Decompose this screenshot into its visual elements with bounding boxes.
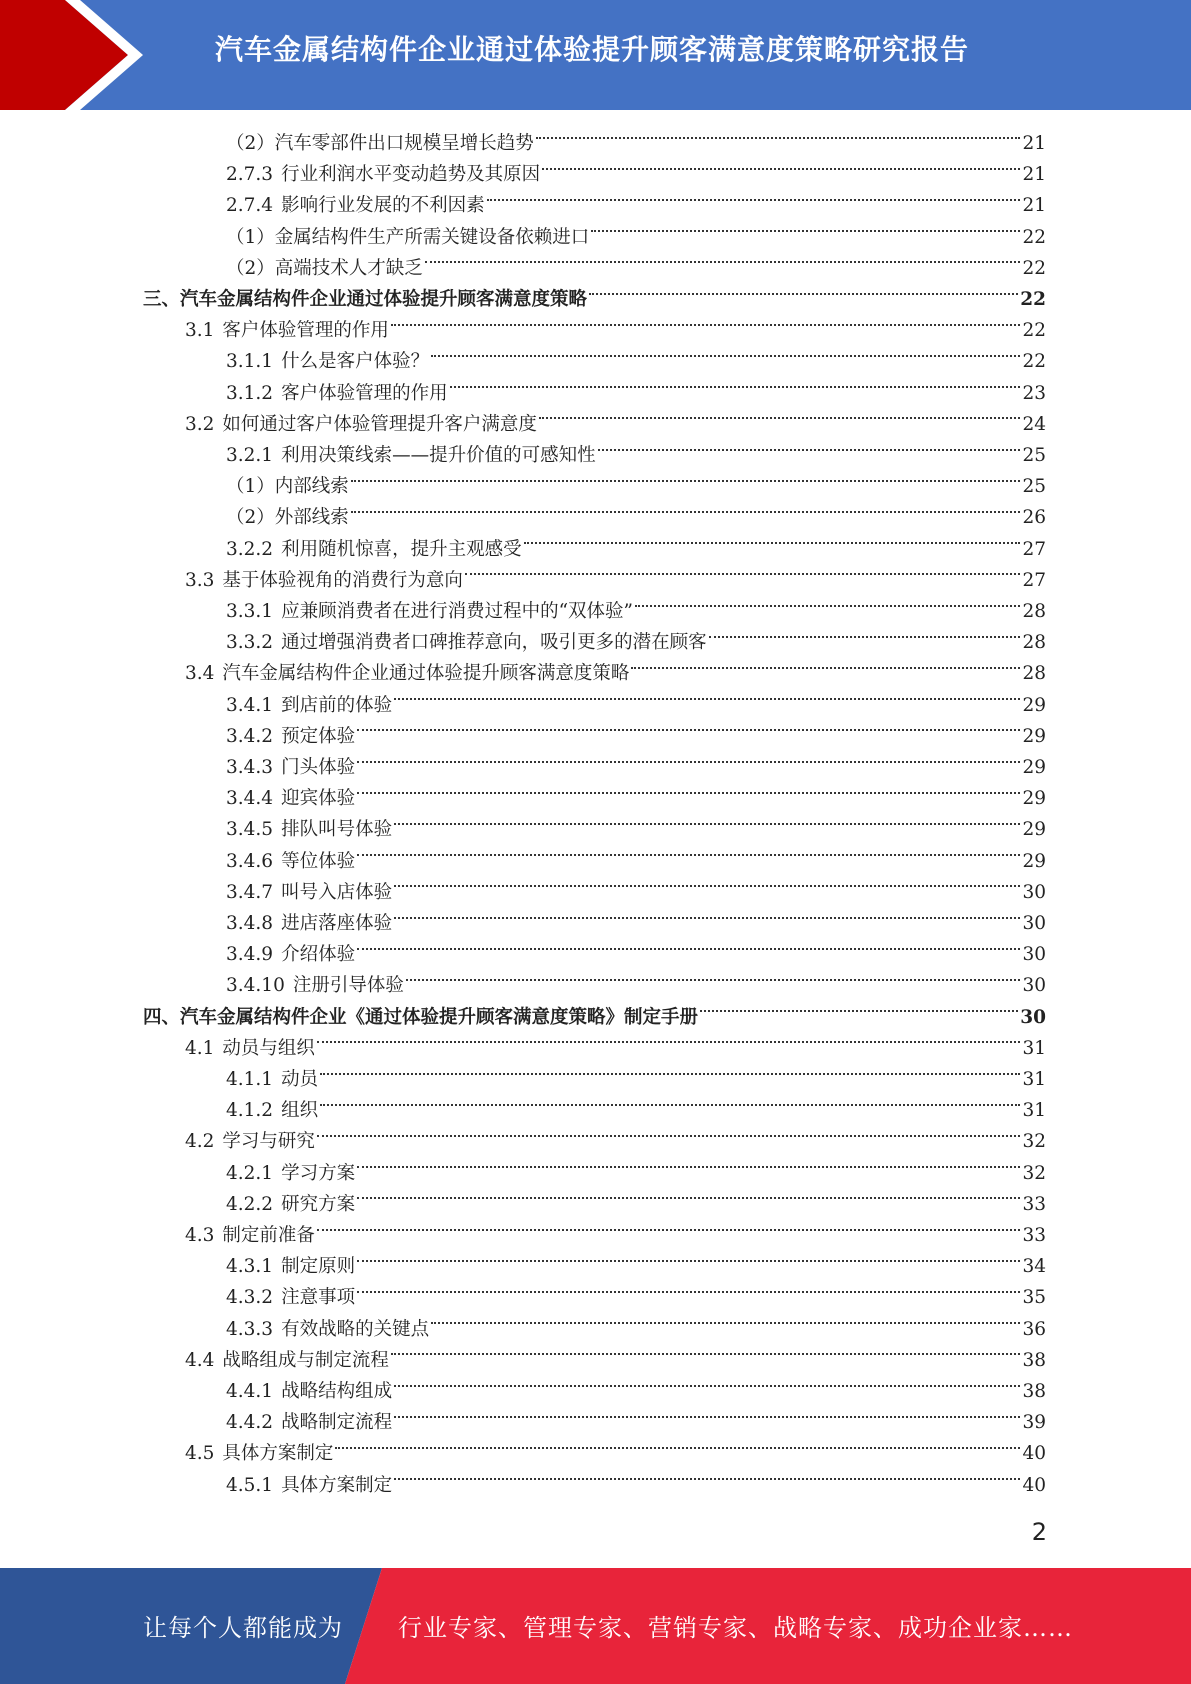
toc-dot-leader <box>317 1041 1021 1043</box>
toc-entry-title: 战略结构组成 <box>281 1381 393 1402</box>
toc-entry-title: 战略组成与制定流程 <box>222 1349 389 1371</box>
toc-entry-number: 4.4 <box>185 1349 215 1371</box>
toc-dot-leader <box>524 542 1021 544</box>
toc-entry[interactable] <box>226 1251 1046 1282</box>
toc-dot-leader <box>351 480 1021 482</box>
toc-entry-number: 3.4.9 <box>226 944 274 966</box>
toc-entry[interactable] <box>226 1282 1046 1313</box>
toc-dot-leader <box>536 137 1021 139</box>
toc-entry[interactable] <box>226 1158 1046 1189</box>
toc-entry-title: 制定原则 <box>281 1256 356 1278</box>
toc-entry-title: 注册引导体验 <box>292 975 404 997</box>
page-footer <box>0 1568 1191 1684</box>
toc-entry-page: 32 <box>1022 1131 1046 1153</box>
toc-entry-number: 3.4.2 <box>226 725 274 747</box>
toc-entry-title: 利用决策线索——提升价值的可感知性 <box>281 445 596 466</box>
toc-dot-leader <box>635 605 1020 607</box>
toc-entry-number: 3.4.10 <box>226 975 285 997</box>
toc-entry[interactable] <box>226 721 1046 752</box>
toc-entry-page: 27 <box>1022 569 1046 591</box>
toc-entry-number: 3.4.4 <box>226 788 274 810</box>
toc-entry-number: 3.3 <box>185 569 215 591</box>
toc-dot-leader <box>394 917 1020 919</box>
toc-dot-leader <box>357 761 1020 763</box>
toc-entry-page: 33 <box>1022 1225 1046 1246</box>
toc-dot-leader <box>425 261 1021 263</box>
toc-dot-leader <box>357 1260 1020 1262</box>
footer-slogan-left: 让每个人都能成为 <box>143 1614 343 1642</box>
toc-entry-number: 3.4.5 <box>226 819 274 841</box>
toc-dot-leader <box>589 293 1018 295</box>
toc-entry-number: 4.1 <box>185 1037 215 1059</box>
toc-entry[interactable] <box>226 690 1046 721</box>
toc-entry-page: 29 <box>1022 694 1046 716</box>
toc-entry[interactable] <box>226 783 1046 814</box>
toc-entry-title: 排队叫号体验 <box>281 819 393 841</box>
toc-entry-title: 客户体验管理的作用 <box>222 320 389 342</box>
toc-dot-leader <box>487 199 1021 201</box>
toc-entry-title: 具体方案制定 <box>281 1474 393 1496</box>
toc-entry-page: 32 <box>1022 1162 1046 1184</box>
toc-entry[interactable] <box>226 970 1046 1001</box>
toc-entry-page: 26 <box>1022 507 1046 529</box>
toc-entry-title: 行业利润水平变动趋势及其原因 <box>281 164 541 186</box>
toc-entry-page: 30 <box>1020 1006 1046 1028</box>
toc-dot-leader <box>394 698 1020 700</box>
toc-entry-number: 3.4.7 <box>226 881 274 903</box>
toc-entry-number: 4.1.1 <box>226 1069 274 1090</box>
toc-entry-page: 29 <box>1022 757 1046 778</box>
toc-entry-title: 三、汽车金属结构件企业通过体验提升顾客满意度策略 <box>143 289 588 310</box>
toc-dot-leader <box>539 417 1021 419</box>
toc-dot-leader <box>542 168 1020 170</box>
toc-entry-number: 2.7.4 <box>226 195 274 217</box>
toc-entry[interactable] <box>226 1376 1046 1407</box>
toc-entry-number: 4.5.1 <box>226 1474 274 1496</box>
toc-entry-title: 介绍体验 <box>281 944 356 966</box>
toc-entry[interactable] <box>226 190 1046 221</box>
toc-entry-title: 门头体验 <box>281 757 356 778</box>
toc-entry-title: 动员 <box>281 1069 319 1090</box>
toc-entry-number: 3.4 <box>185 663 215 685</box>
toc-entry-page: 39 <box>1022 1412 1046 1434</box>
toc-entry[interactable] <box>226 534 1046 565</box>
toc-entry-number: 4.2.1 <box>226 1162 274 1184</box>
toc-entry-title: 迎宾体验 <box>281 788 356 810</box>
toc-entry-number: 4.3 <box>185 1225 215 1246</box>
toc-entry-title: 注意事项 <box>281 1287 356 1309</box>
toc-dot-leader <box>591 230 1020 232</box>
toc-dot-leader <box>317 1135 1021 1137</box>
toc-entry[interactable] <box>185 565 1046 596</box>
toc-entry[interactable] <box>185 1438 1046 1469</box>
toc-entry[interactable] <box>185 315 1046 346</box>
page-header <box>0 0 1191 110</box>
toc-dot-leader <box>394 1416 1020 1418</box>
toc-entry-title: 学习与研究 <box>222 1131 315 1153</box>
toc-entry-page: 27 <box>1022 538 1046 560</box>
toc-entry-page: 30 <box>1022 913 1046 934</box>
toc-entry-number: 3.4.3 <box>226 757 274 778</box>
toc-dot-leader <box>335 1447 1020 1449</box>
toc-entry-page: 31 <box>1022 1037 1046 1059</box>
toc-entry-title: （1）金属结构件生产所需关键设备依赖进口 <box>226 226 590 248</box>
toc-dot-leader <box>391 324 1021 326</box>
toc-entry-page: 38 <box>1022 1349 1046 1371</box>
toc-entry-title: 组织 <box>281 1100 319 1122</box>
toc-entry[interactable] <box>185 1033 1046 1064</box>
toc-entry[interactable] <box>226 814 1046 845</box>
toc-entry-number: 3.1.2 <box>226 382 274 404</box>
toc-entry-page: 30 <box>1022 944 1046 966</box>
toc-entry-page: 22 <box>1022 320 1046 342</box>
toc-entry[interactable] <box>226 1189 1046 1220</box>
toc-dot-leader <box>465 573 1021 575</box>
toc-entry-title: 影响行业发展的不利因素 <box>281 195 485 217</box>
toc-dot-leader <box>431 1322 1020 1324</box>
toc-entry-number: 3.2 <box>185 413 215 435</box>
toc-entry-number: 4.2 <box>185 1131 215 1153</box>
toc-entry[interactable] <box>226 877 1046 908</box>
toc-entry-page: 25 <box>1022 476 1046 498</box>
toc-dot-leader <box>357 948 1020 950</box>
header-red-arrow <box>0 0 128 110</box>
toc-entry[interactable] <box>185 1126 1046 1157</box>
toc-entry-title: 动员与组织 <box>222 1037 315 1059</box>
toc-entry[interactable] <box>226 346 1046 377</box>
toc-entry-page: 28 <box>1022 632 1046 654</box>
header-title: 汽车金属结构件企业通过体验提升顾客满意度策略研究报告 <box>215 33 970 66</box>
toc-entry-title: 客户体验管理的作用 <box>281 382 448 404</box>
toc-entry-page: 35 <box>1022 1287 1046 1309</box>
toc-dot-leader <box>357 1291 1020 1293</box>
toc-dot-leader <box>320 1104 1020 1106</box>
toc-entry-page: 30 <box>1022 881 1046 903</box>
toc-entry-page: 40 <box>1022 1443 1046 1465</box>
toc-entry-title: 通过增强消费者口碑推荐意向，吸引更多的潜在顾客 <box>281 632 707 654</box>
toc-dot-leader <box>391 1353 1021 1355</box>
toc-entry[interactable] <box>226 159 1046 190</box>
toc-entry-page: 34 <box>1022 1256 1046 1278</box>
toc-dot-leader <box>709 636 1021 638</box>
toc-dot-leader <box>450 386 1021 388</box>
toc-entry-page: 40 <box>1022 1474 1046 1496</box>
toc-dot-leader <box>357 1197 1020 1199</box>
toc-entry-number: 3.1 <box>185 320 215 342</box>
toc-entry[interactable] <box>226 1470 1046 1501</box>
toc-entry[interactable] <box>226 939 1046 970</box>
toc-entry-number: 3.1.1 <box>226 351 274 373</box>
toc-entry-number: 3.3.2 <box>226 632 274 654</box>
toc-entry-title: 制定前准备 <box>222 1225 315 1246</box>
toc-entry[interactable] <box>185 409 1046 440</box>
toc-entry[interactable] <box>226 1064 1046 1095</box>
toc-entry[interactable] <box>226 440 1046 471</box>
toc-entry-title: （2）外部线索 <box>226 507 349 529</box>
toc-entry-page: 31 <box>1022 1069 1046 1090</box>
toc-entry-number: 4.3.3 <box>226 1318 274 1340</box>
toc-entry-page: 22 <box>1020 289 1046 310</box>
toc-dot-leader <box>357 729 1020 731</box>
toc-entry-number: 3.2.2 <box>226 538 274 560</box>
toc-entry[interactable] <box>185 658 1046 689</box>
toc-entry-title: 学习方案 <box>281 1162 356 1184</box>
toc-entry-number: 2.7.3 <box>226 164 274 186</box>
toc-entry-page: 25 <box>1022 445 1046 466</box>
toc-entry[interactable] <box>226 1095 1046 1126</box>
toc-dot-leader <box>357 854 1020 856</box>
toc-dot-leader <box>406 979 1021 981</box>
toc-entry[interactable] <box>226 908 1046 939</box>
toc-entry-title: 等位体验 <box>281 850 356 872</box>
toc-dot-leader <box>431 355 1020 357</box>
toc-entry-title: 具体方案制定 <box>222 1443 334 1465</box>
toc-dot-leader <box>394 823 1020 825</box>
toc-entry-page: 36 <box>1022 1318 1046 1340</box>
toc-entry-number: 4.3.2 <box>226 1287 274 1309</box>
toc-dot-leader <box>320 1073 1020 1075</box>
toc-dot-leader <box>357 1166 1020 1168</box>
toc-dot-leader <box>394 1385 1020 1387</box>
toc-entry-title: 汽车金属结构件企业通过体验提升顾客满意度策略 <box>222 663 630 685</box>
toc-entry[interactable] <box>185 1345 1046 1376</box>
toc-entry-number: 4.2.2 <box>226 1193 274 1215</box>
toc-entry-title: （2）汽车零部件出口规模呈增长趋势 <box>226 133 534 154</box>
toc-entry-page: 29 <box>1022 725 1046 747</box>
toc-entry[interactable] <box>226 471 1046 502</box>
toc-entry-title: （2）高端技术人才缺乏 <box>226 257 423 279</box>
toc-entry-page: 23 <box>1022 382 1046 404</box>
toc-entry-page: 29 <box>1022 850 1046 872</box>
toc-entry-number: 3.3.1 <box>226 601 274 622</box>
toc-entry-page: 21 <box>1022 133 1046 154</box>
toc-entry-title: 有效战略的关键点 <box>281 1318 430 1340</box>
toc-entry-title: 预定体验 <box>281 725 356 747</box>
toc-entry-page: 29 <box>1022 788 1046 810</box>
toc-entry[interactable] <box>185 1220 1046 1251</box>
toc-entry-page: 28 <box>1022 601 1046 622</box>
toc-entry-page: 33 <box>1022 1193 1046 1215</box>
toc-entry-number: 4.5 <box>185 1443 215 1465</box>
toc-entry-number: 3.4.8 <box>226 913 274 934</box>
toc-entry-title: 战略制定流程 <box>281 1412 393 1434</box>
toc-entry-title: （1）内部线索 <box>226 476 349 498</box>
toc-entry-title: 四、汽车金属结构件企业《通过体验提升顾客满意度策略》制定手册 <box>143 1006 699 1028</box>
toc-dot-leader <box>357 792 1020 794</box>
toc-entry-title: 研究方案 <box>281 1193 356 1215</box>
toc-entry[interactable] <box>226 502 1046 533</box>
toc-entry-title: 基于体验视角的消费行为意向 <box>222 569 463 591</box>
footer-slogan-right: 行业专家、管理专家、营销专家、战略专家、成功企业家…… <box>398 1614 1073 1642</box>
toc-entry-page: 24 <box>1022 413 1046 435</box>
toc-entry-page: 21 <box>1022 164 1046 186</box>
toc-entry-title: 到店前的体验 <box>281 694 393 716</box>
toc-entry[interactable] <box>226 596 1046 627</box>
toc-dot-leader <box>317 1229 1021 1231</box>
toc-entry[interactable] <box>226 846 1046 877</box>
toc-entry[interactable] <box>226 752 1046 783</box>
toc-entry-title: 利用随机惊喜，提升主观感受 <box>281 538 522 560</box>
toc-entry-number: 4.1.2 <box>226 1100 274 1122</box>
toc-entry-page: 22 <box>1022 226 1046 248</box>
toc-entry-title: 什么是客户体验？ <box>281 351 430 373</box>
toc-dot-leader <box>631 667 1020 669</box>
toc-entry[interactable] <box>226 1314 1046 1345</box>
toc-entry[interactable] <box>226 253 1046 284</box>
toc-entry-title: 如何通过客户体验管理提升客户满意度 <box>222 413 537 435</box>
toc-entry-number: 4.4.2 <box>226 1412 274 1434</box>
toc-entry[interactable] <box>226 1407 1046 1438</box>
toc-entry[interactable] <box>226 627 1046 658</box>
toc-dot-leader <box>394 885 1020 887</box>
toc-entry-page: 21 <box>1022 195 1046 217</box>
toc-entry[interactable] <box>143 284 1046 315</box>
toc-entry-page: 22 <box>1022 257 1046 279</box>
toc-entry-title: 应兼顾消费者在进行消费过程中的“双体验” <box>281 601 633 622</box>
toc-entry-page: 29 <box>1022 819 1046 841</box>
page-number: 2 <box>1031 1518 1047 1546</box>
toc-entry-page: 28 <box>1022 663 1046 685</box>
toc-dot-leader <box>700 1010 1018 1012</box>
toc-entry-number: 3.2.1 <box>226 445 274 466</box>
toc-entry-page: 30 <box>1022 975 1046 997</box>
toc-dot-leader <box>598 449 1021 451</box>
toc-entry[interactable] <box>226 128 1046 159</box>
toc-entry-number: 3.4.1 <box>226 694 274 716</box>
toc-dot-leader <box>394 1478 1020 1480</box>
toc-entry[interactable] <box>143 1002 1046 1033</box>
toc-entry-page: 22 <box>1022 351 1046 373</box>
toc-dot-leader <box>351 511 1021 513</box>
toc-entry-page: 31 <box>1022 1100 1046 1122</box>
toc-entry-page: 38 <box>1022 1381 1046 1402</box>
toc-entry-number: 4.3.1 <box>226 1256 274 1278</box>
toc-entry-title: 进店落座体验 <box>281 913 393 934</box>
toc-entry-number: 4.4.1 <box>226 1381 274 1402</box>
toc-entry-title: 叫号入店体验 <box>281 881 393 903</box>
toc-entry[interactable] <box>226 378 1046 409</box>
toc-entry[interactable] <box>226 222 1046 253</box>
toc-entry-number: 3.4.6 <box>226 850 274 872</box>
